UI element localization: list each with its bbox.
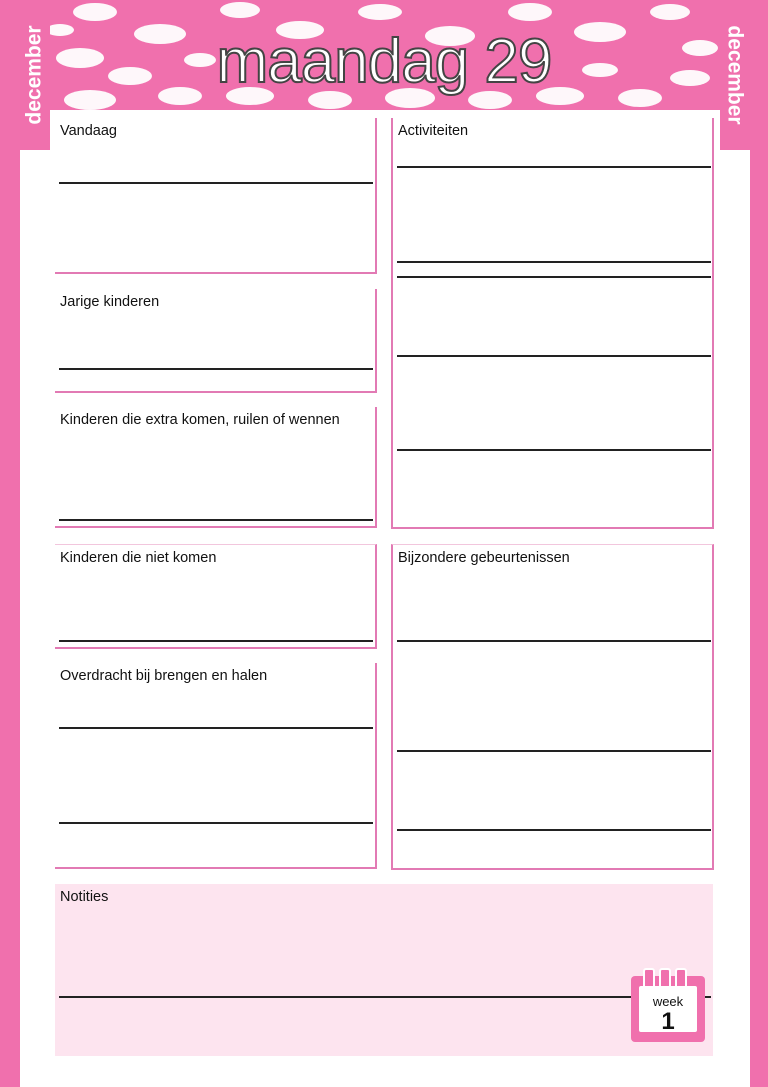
writing-line [59,996,711,998]
month-label-right: december [724,25,747,125]
section-label-vandaag: Vandaag [60,123,117,139]
right-margin-strip [750,0,768,1087]
writing-line [397,261,711,263]
section-label-extra: Kinderen die extra komen, ruilen of wennen [60,412,340,428]
writing-line [59,368,373,370]
section-label-notities: Notities [60,889,109,905]
left-margin-strip [0,0,20,1087]
section-label-niet-komen: Kinderen die niet komen [60,550,217,566]
writing-line [397,829,711,831]
section-notities [55,884,713,1056]
writing-line [397,750,711,752]
writing-line [59,640,373,642]
section-extra-kinderen [55,407,377,528]
week-number: 1 [661,1008,675,1035]
writing-line [397,166,711,168]
section-label-overdracht: Overdracht bij brengen en halen [60,668,268,684]
month-label-left: december [23,25,46,125]
week-label: week [652,994,684,1009]
week-calendar-badge [631,968,705,1042]
writing-line [397,449,711,451]
section-label-bijzondere: Bijzondere gebeurtenissen [398,550,570,566]
writing-line [59,822,373,824]
section-vandaag [55,118,377,274]
writing-line [59,727,373,729]
section-bijzondere-gebeurtenissen [391,544,714,870]
writing-line [397,355,711,357]
section-niet-komen [55,544,377,649]
writing-line [59,182,373,184]
writing-line [397,276,711,278]
writing-line [397,640,711,642]
section-label-activiteiten: Activiteiten [398,123,469,139]
page-title: maandag 29 [216,27,552,96]
section-jarige-kinderen [55,289,377,393]
section-activiteiten [391,118,714,529]
writing-line [59,519,373,521]
section-overdracht [55,663,377,869]
section-label-jarige: Jarige kinderen [60,294,160,310]
